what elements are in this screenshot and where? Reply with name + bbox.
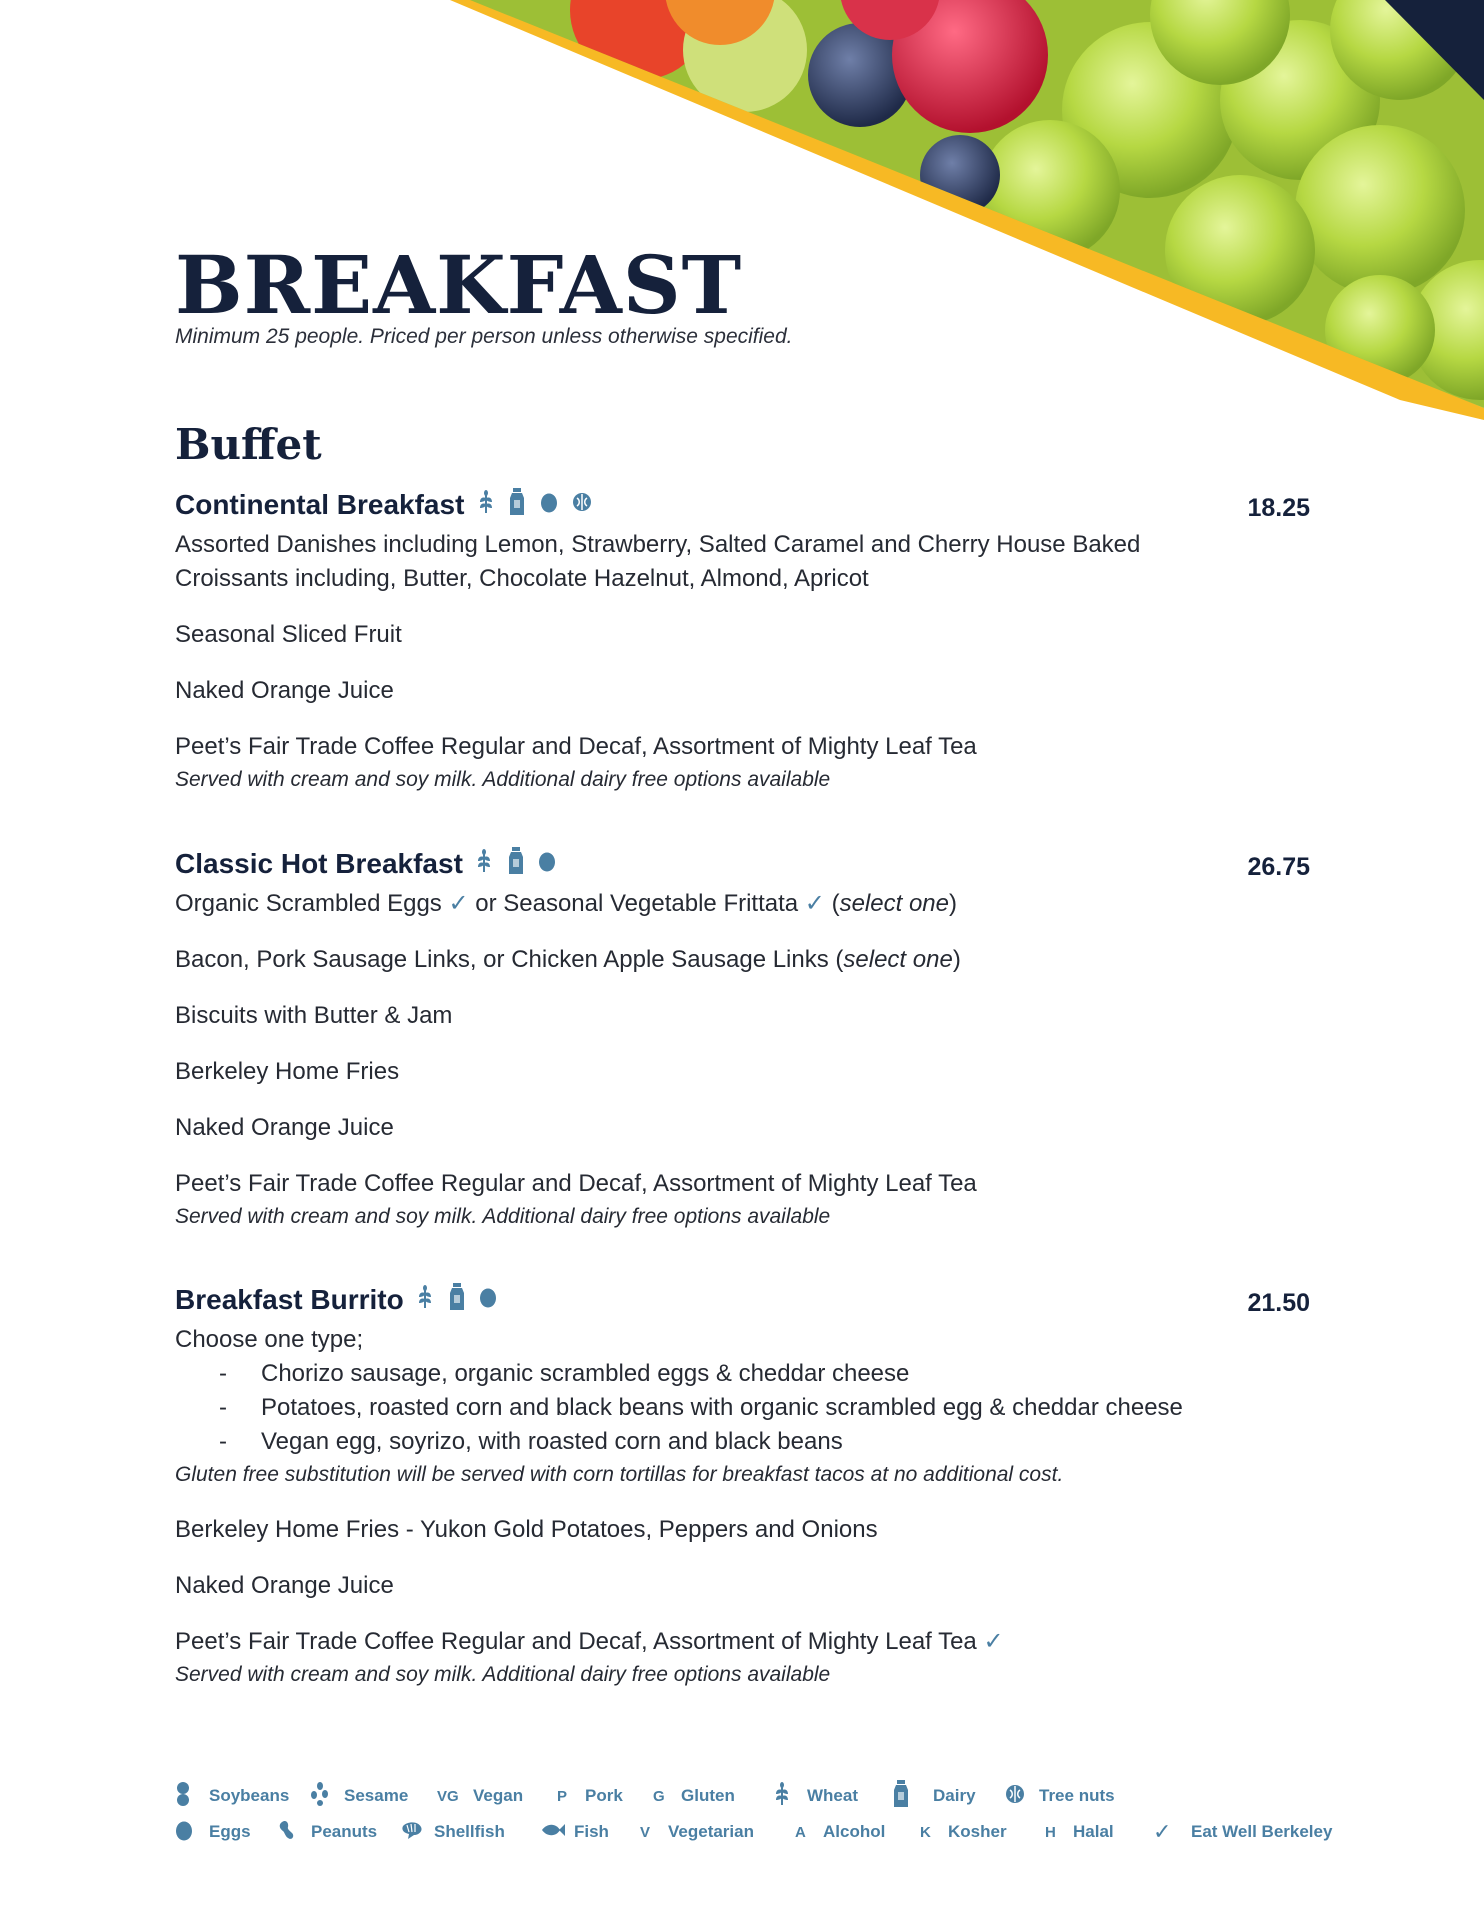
item-price: 26.75 xyxy=(1247,853,1310,881)
soybeans-icon xyxy=(175,1781,203,1812)
legend-soybeans: Soybeans xyxy=(175,1778,289,1814)
menu-item-breakfast-burrito xyxy=(175,1283,1310,1691)
item-line: Berkeley Home Fries xyxy=(175,1058,400,1085)
legend-sesame: Sesame xyxy=(310,1778,408,1814)
legend-alcohol: A Alcohol xyxy=(795,1822,886,1841)
tree-nuts-icon xyxy=(572,492,592,517)
item-name: Continental Breakfast xyxy=(175,488,465,520)
eggs-icon xyxy=(479,1286,497,1313)
legend-shellfish: Shellfish xyxy=(400,1814,505,1850)
menu-item-classic-hot xyxy=(175,847,1310,1233)
list-item: - Chorizo sausage, organic scrambled eggs & cheddar cheese xyxy=(219,1360,910,1387)
item-name: Breakfast Burrito xyxy=(175,1283,404,1315)
item-line: Seasonal Sliced Fruit xyxy=(175,621,402,648)
item-price: 21.50 xyxy=(1247,1289,1310,1317)
item-line: Choose one type; xyxy=(175,1326,364,1353)
item-line: Naked Orange Juice xyxy=(175,1114,394,1141)
legend-halal: H Halal xyxy=(1045,1822,1114,1841)
eggs-icon xyxy=(538,850,556,877)
wheat-icon xyxy=(475,849,493,878)
header-fruit-image xyxy=(0,0,1484,420)
item-note: Served with cream and soy milk. Additional dairy free options available xyxy=(175,1205,831,1228)
legend-gluten: G Gluten xyxy=(653,1786,735,1805)
wheat-icon xyxy=(477,490,495,519)
legend-eggs: Eggs xyxy=(175,1814,251,1850)
item-note: Served with cream and soy milk. Additional dairy free options available xyxy=(175,768,831,791)
shellfish-icon xyxy=(400,1820,428,1845)
dairy-icon xyxy=(509,488,525,521)
item-line: Assorted Danishes including Lemon, Strawberry, Salted Caramel and Cherry House Baked xyxy=(175,531,1141,558)
item-line: Peet’s Fair Trade Coffee Regular and Decaf, Assortment of Mighty Leaf Tea xyxy=(175,733,977,760)
check-icon: ✓ xyxy=(804,890,825,917)
item-line: Biscuits with Butter & Jam xyxy=(175,1002,453,1029)
choice-list xyxy=(175,1357,1310,1459)
item-line: Croissants including, Butter, Chocolate Hazelnut, Almond, Apricot xyxy=(175,565,869,592)
item-note: Served with cream and soy milk. Additional dairy free options available xyxy=(175,1663,831,1686)
wheat-icon xyxy=(416,1285,434,1314)
page-subtitle: Minimum 25 people. Priced per person unless otherwise specified. xyxy=(175,325,793,348)
sesame-icon xyxy=(310,1782,338,1811)
check-icon: ✓ xyxy=(448,890,469,917)
legend-pork: P Pork xyxy=(557,1786,623,1805)
legend-tree-nuts: Tree nuts xyxy=(1005,1778,1115,1814)
item-line: Naked Orange Juice xyxy=(175,1572,394,1599)
gluten-free-note: Gluten free substitution will be served with corn tortillas for breakfast tacos at no additional cost. xyxy=(175,1463,1064,1486)
item-line: Naked Orange Juice xyxy=(175,677,394,704)
menu-item-continental xyxy=(175,488,1310,796)
check-icon: ✓ xyxy=(983,1628,1004,1655)
legend-dairy: Dairy xyxy=(893,1778,976,1814)
dairy-icon xyxy=(449,1283,465,1316)
item-line: Peet’s Fair Trade Coffee Regular and Decaf, Assortment of Mighty Leaf Tea xyxy=(175,1170,977,1197)
fish-icon xyxy=(540,1821,568,1844)
legend-vegetarian: V Vegetarian xyxy=(640,1822,754,1841)
peanuts-icon xyxy=(277,1819,305,1846)
tree-nuts-icon xyxy=(1005,1784,1033,1809)
eggs-icon xyxy=(175,1819,203,1846)
legend-vegan: VG Vegan xyxy=(437,1786,524,1805)
wheat-icon xyxy=(773,1782,801,1811)
legend-peanuts: Peanuts xyxy=(277,1814,377,1850)
item-price: 18.25 xyxy=(1247,494,1310,522)
list-item: - Vegan egg, soyrizo, with roasted corn and black beans xyxy=(219,1428,843,1455)
item-name: Classic Hot Breakfast xyxy=(175,847,463,879)
dairy-icon xyxy=(893,1780,927,1813)
allergen-legend xyxy=(175,1778,1375,1850)
section-title: Buffet xyxy=(175,420,322,469)
item-line: Berkeley Home Fries - Yukon Gold Potatoes, Peppers and Onions xyxy=(175,1516,878,1543)
item-line: Bacon, Pork Sausage Links, or Chicken Apple Sausage Links (select one) xyxy=(175,946,961,973)
dairy-icon xyxy=(508,847,524,880)
list-item: - Potatoes, roasted corn and black beans with organic scrambled egg & cheddar cheese xyxy=(219,1394,1183,1421)
page-title: BREAKFAST xyxy=(175,238,743,332)
legend-fish: Fish xyxy=(540,1814,609,1850)
item-line: Peet’s Fair Trade Coffee Regular and Decaf, Assortment of Mighty Leaf Tea ✓ xyxy=(175,1628,1004,1655)
legend-eat-well-berkeley: ✓ Eat Well Berkeley xyxy=(1153,1819,1333,1844)
legend-kosher: K Kosher xyxy=(920,1822,1007,1841)
check-icon: ✓ xyxy=(1153,1819,1172,1844)
eggs-icon xyxy=(540,491,558,518)
legend-wheat: Wheat xyxy=(773,1778,858,1814)
item-line: Organic Scrambled Eggs ✓ or Seasonal Vegetable Frittata ✓ (select one) xyxy=(175,890,957,917)
